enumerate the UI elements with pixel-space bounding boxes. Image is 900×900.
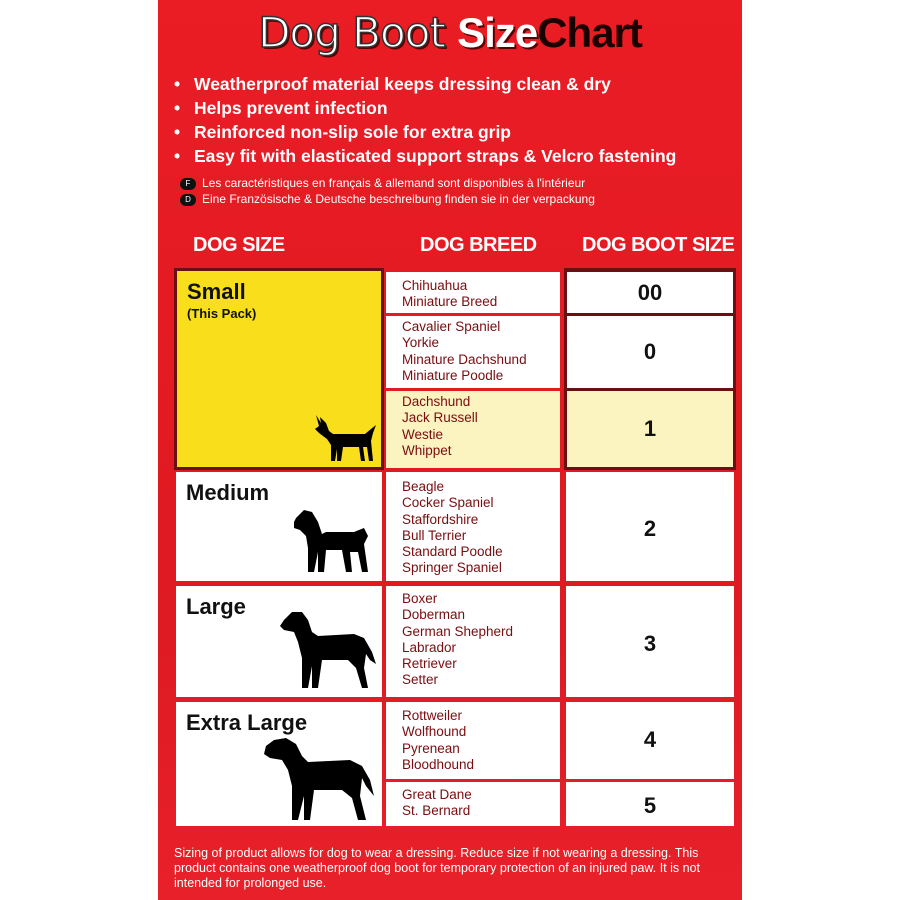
breed-name: Staffordshire bbox=[402, 511, 479, 527]
boot-size-value: 2 bbox=[643, 516, 657, 541]
size-label-small: Small bbox=[187, 279, 246, 304]
boot-size-cell bbox=[567, 316, 733, 388]
breed-list bbox=[402, 708, 474, 773]
breed-list bbox=[402, 278, 497, 311]
boot-size-cell bbox=[566, 782, 734, 826]
breed-name: Whippet bbox=[402, 442, 452, 458]
boot-size-cell bbox=[566, 472, 734, 581]
breed-name: German Shepherd bbox=[402, 623, 514, 639]
large-dog-icon bbox=[278, 608, 378, 692]
breed-name: Wolfhound bbox=[402, 724, 467, 740]
bullet-icon: • bbox=[174, 146, 181, 166]
breed-cell bbox=[386, 316, 560, 388]
breed-cell bbox=[386, 702, 560, 779]
boot-size-value: 1 bbox=[643, 416, 657, 441]
breed-name: Boxer bbox=[402, 591, 438, 606]
breed-name: Cocker Spaniel bbox=[402, 495, 494, 511]
title-part-dog-boot: Dog Boot bbox=[258, 8, 458, 57]
column-header-dog-breed: DOG BREED bbox=[420, 234, 537, 256]
breed-cell bbox=[386, 391, 560, 468]
breed-cell bbox=[386, 272, 560, 313]
small-dog-icon bbox=[313, 411, 379, 465]
breed-name: Standard Poodle bbox=[402, 544, 503, 560]
breed-name: Yorkie bbox=[402, 335, 440, 351]
size-cell-extra-large bbox=[176, 702, 382, 826]
boot-size-cell bbox=[566, 702, 734, 779]
boot-size-value: 4 bbox=[643, 727, 657, 752]
size-cell-large bbox=[176, 586, 382, 697]
page-title bbox=[158, 8, 742, 57]
breed-name: Bloodhound bbox=[402, 756, 475, 772]
title-part-size: Size bbox=[457, 9, 538, 56]
breed-name: Cavalier Spaniel bbox=[402, 319, 501, 334]
feature-item: • Reinforced non-slip sole for extra grip bbox=[174, 122, 511, 142]
boot-size-value: 0 bbox=[643, 339, 657, 364]
breed-list bbox=[402, 591, 513, 689]
breed-name: Labrador bbox=[402, 639, 457, 655]
bullet-icon: • bbox=[174, 74, 181, 94]
feature-item: • Weatherproof material keeps dressing clean & dry bbox=[174, 74, 611, 94]
breed-list bbox=[402, 787, 472, 820]
breed-name: Dachshund bbox=[402, 394, 471, 409]
breed-name: Great Dane bbox=[402, 787, 472, 802]
boot-size-value: 3 bbox=[643, 631, 657, 656]
feature-list bbox=[174, 72, 676, 168]
breed-cell bbox=[386, 472, 560, 581]
size-label-medium: Medium bbox=[186, 480, 270, 505]
size-chart-poster bbox=[158, 0, 742, 900]
footer-disclaimer: Sizing of product allows for dog to wear a dressing. Reduce size if not wearing a dressing. This product contains one weatherproof dog boot for temporary protection of an injured paw. It is not intended for prolonged use. bbox=[174, 846, 701, 890]
breed-name: Pyrenean bbox=[402, 740, 460, 756]
breed-cell bbox=[386, 586, 560, 697]
boot-size-cell bbox=[567, 272, 733, 313]
size-label-large: Large bbox=[186, 594, 246, 619]
size-cell-small bbox=[174, 268, 384, 470]
breed-name: Setter bbox=[402, 672, 439, 688]
boot-size-cell bbox=[567, 391, 733, 467]
extra-large-dog-icon bbox=[262, 736, 378, 822]
this-pack-note: (This Pack) bbox=[187, 306, 257, 321]
medium-dog-icon bbox=[292, 508, 378, 576]
german-note: D Eine Französische & Deutsche beschreibung finden sie in der verpackung bbox=[180, 192, 595, 206]
breed-name: Bull Terrier bbox=[402, 527, 467, 543]
bullet-icon: • bbox=[174, 122, 181, 142]
breed-name: Retriever bbox=[402, 656, 457, 672]
breed-name: Minature Dachshund bbox=[402, 351, 527, 367]
boot-size-value: 5 bbox=[643, 793, 657, 818]
breed-name: Westie bbox=[402, 426, 444, 442]
boot-size-cell bbox=[566, 586, 734, 697]
breed-list bbox=[402, 394, 478, 459]
breed-name: Springer Spaniel bbox=[402, 560, 502, 576]
french-badge: F bbox=[180, 178, 196, 190]
breed-name: Doberman bbox=[402, 607, 466, 623]
breed-name: St. Bernard bbox=[402, 803, 471, 819]
breed-name: Rottweiler bbox=[402, 708, 463, 723]
feature-item: • Easy fit with elasticated support straps & Velcro fastening bbox=[174, 146, 677, 166]
title-part-chart: Chart bbox=[537, 9, 642, 56]
bullet-icon: • bbox=[174, 98, 181, 118]
breed-name: Miniature Poodle bbox=[402, 367, 504, 383]
breed-name: Chihuahua bbox=[402, 278, 468, 293]
breed-name: Miniature Breed bbox=[402, 294, 498, 310]
breed-name: Jack Russell bbox=[402, 410, 478, 426]
boot-size-value: 00 bbox=[637, 280, 663, 305]
column-header-dog-size: DOG SIZE bbox=[193, 234, 285, 256]
breed-cell bbox=[386, 782, 560, 826]
size-label-extra-large: Extra Large bbox=[186, 710, 308, 735]
french-note: F Les caractéristiques en français & allemand sont disponibles à l'intérieur bbox=[180, 176, 585, 190]
size-cell-medium bbox=[176, 472, 382, 581]
column-header-boot-size: DOG BOOT SIZE bbox=[582, 234, 735, 256]
breed-list bbox=[402, 319, 527, 384]
feature-item: • Helps prevent infection bbox=[174, 98, 388, 118]
breed-list bbox=[402, 479, 503, 577]
breed-name: Beagle bbox=[402, 479, 445, 494]
german-badge: D bbox=[180, 194, 196, 206]
